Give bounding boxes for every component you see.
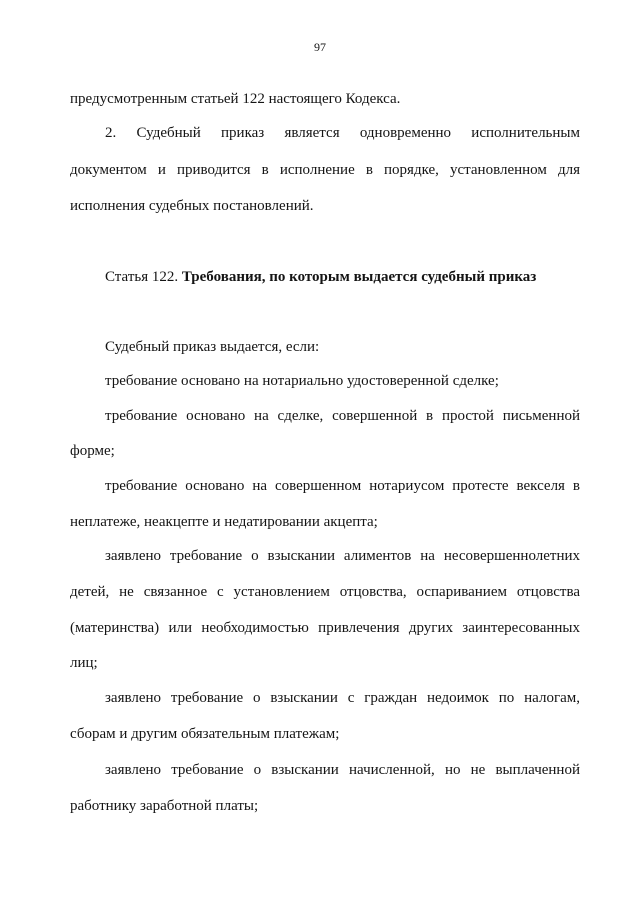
paragraph-line: заявлено требование о взыскании алиментов на несовершеннолетних bbox=[105, 548, 580, 564]
paragraph-line: требование основано на сделке, совершенной в простой письменной bbox=[105, 408, 580, 424]
page-number: 97 bbox=[314, 40, 326, 54]
paragraph-line: Судебный приказ выдается, если: bbox=[105, 339, 320, 355]
article-title: Требования, по которым выдается судебный приказ bbox=[181, 269, 537, 285]
paragraph-line: документом и приводится в исполнение в порядке, установленном для bbox=[70, 162, 580, 178]
paragraph-line: исполнения судебных постановлений. bbox=[70, 198, 314, 214]
paragraph-line: заявлено требование о взыскании начисленной, но не выплаченной bbox=[105, 762, 580, 778]
paragraph-line: требование основано на совершенном нотариусом протесте векселя в bbox=[105, 478, 580, 494]
paragraph-line: (материнства) или необходимостью привлечения других заинтересованных bbox=[70, 620, 580, 636]
article-number: Статья 122. bbox=[105, 269, 179, 285]
paragraph-line: заявлено требование о взыскании с граждан недоимок по налогам, bbox=[105, 690, 580, 706]
paragraph-line: лиц; bbox=[70, 655, 98, 671]
paragraph-line: форме; bbox=[70, 443, 115, 459]
paragraph-line: 2. Судебный приказ является одновременно исполнительным bbox=[105, 125, 580, 141]
paragraph-line: сборам и другим обязательным платежам; bbox=[70, 726, 340, 742]
paragraph-line: требование основано на нотариально удостоверенной сделке; bbox=[105, 373, 499, 389]
paragraph-line: работнику заработной платы; bbox=[70, 798, 259, 814]
paragraph-line: неплатеже, неакцепте и недатировании акцепта; bbox=[70, 514, 378, 530]
article-heading bbox=[105, 268, 536, 286]
paragraph-line: предусмотренным статьей 122 настоящего Кодекса. bbox=[70, 91, 401, 107]
paragraph-line: детей, не связанное с установлением отцовства, оспариванием отцовства bbox=[70, 584, 580, 600]
